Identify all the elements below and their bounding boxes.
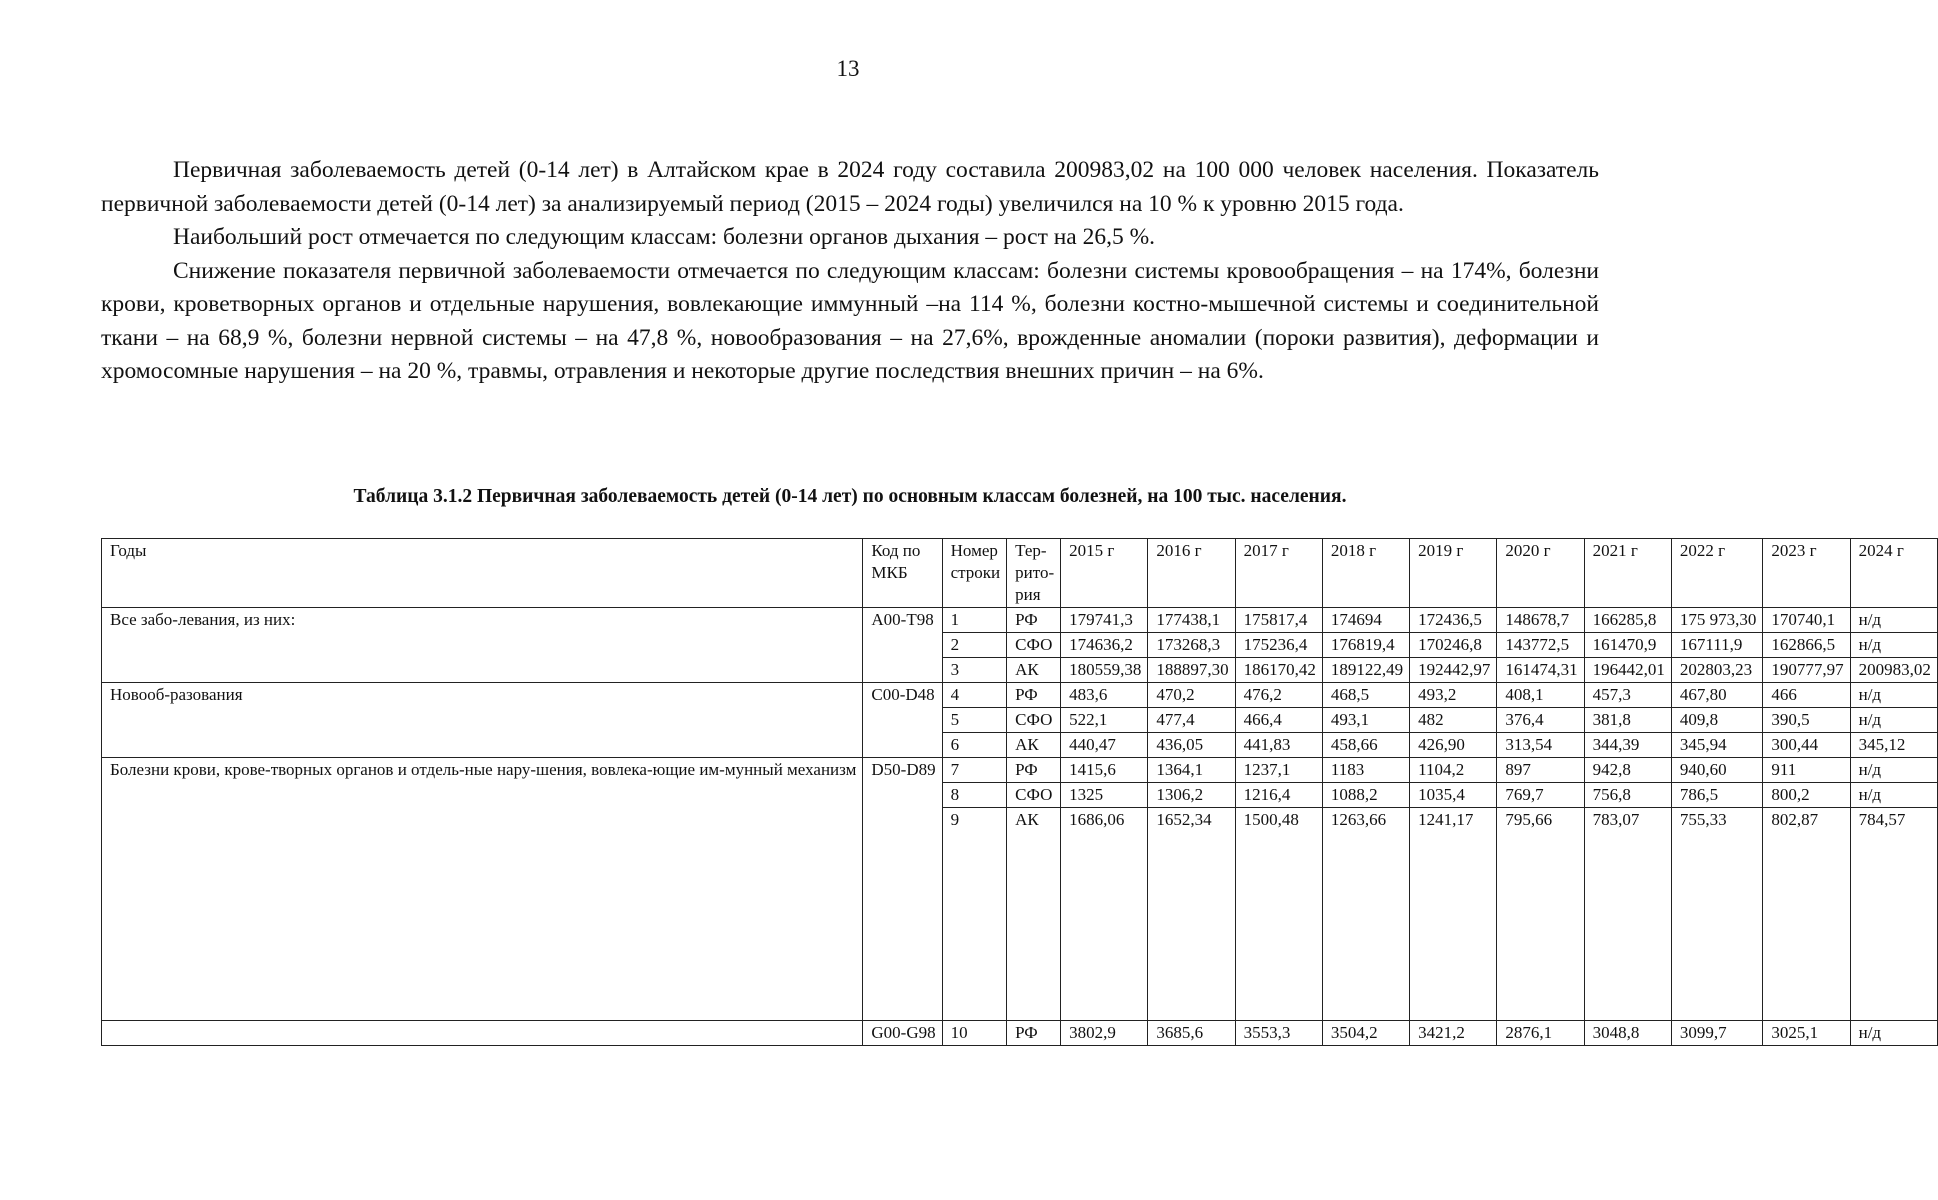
value-cell: 1183 (1322, 758, 1409, 783)
value-cell: 458,66 (1322, 733, 1409, 758)
value-cell: 175236,4 (1235, 633, 1322, 658)
header-cell: Годы (102, 539, 863, 608)
value-cell: 190777,97 (1763, 658, 1850, 683)
value-cell: 381,8 (1584, 708, 1671, 733)
value-cell: 345,12 (1850, 733, 1937, 758)
value-cell: 300,44 (1763, 733, 1850, 758)
territory-cell: АК (1007, 658, 1061, 683)
value-cell: 783,07 (1584, 808, 1671, 1021)
value-cell: 493,2 (1410, 683, 1497, 708)
value-cell: 1104,2 (1410, 758, 1497, 783)
territory-cell: РФ (1007, 683, 1061, 708)
table-row (102, 1021, 1938, 1046)
value-cell: 1216,4 (1235, 783, 1322, 808)
value-cell: 466,4 (1235, 708, 1322, 733)
value-cell: 897 (1497, 758, 1584, 783)
header-cell: 2016 г (1148, 539, 1235, 608)
value-cell: 1237,1 (1235, 758, 1322, 783)
value-cell: 786,5 (1671, 783, 1763, 808)
value-cell: 1364,1 (1148, 758, 1235, 783)
value-cell: 3504,2 (1322, 1021, 1409, 1046)
value-cell: 176819,4 (1322, 633, 1409, 658)
value-cell: 522,1 (1061, 708, 1148, 733)
territory-cell: АК (1007, 733, 1061, 758)
value-cell: 1241,17 (1410, 808, 1497, 1021)
table-row (102, 683, 1938, 708)
value-cell: н/д (1850, 683, 1937, 708)
value-cell: 3025,1 (1763, 1021, 1850, 1046)
row-number-cell: 4 (942, 683, 1007, 708)
value-cell: 800,2 (1763, 783, 1850, 808)
value-cell: 468,5 (1322, 683, 1409, 708)
paragraph-3: Снижение показателя первичной заболеваемости отмечается по следующим классам: болезни системы кровообращения – на 174%, болезни крови, кроветворных органов и отдельные нарушения, вовлекающие иммунный –на 114 %, болезни костно-мышечной системы и соединительной ткани – на 68,9 %, болезни нервной системы – на 47,8 %, новообразования – на 27,6%, врожденные аномалии (пороки развития), деформации и хромосомные нарушения – на 20 %, травмы, отравления и некоторые другие последствия внешних причин – на 6%. (101, 257, 1599, 384)
header-cell: 2020 г (1497, 539, 1584, 608)
territory-cell: РФ (1007, 758, 1061, 783)
value-cell: 2876,1 (1497, 1021, 1584, 1046)
value-cell: 493,1 (1322, 708, 1409, 733)
value-cell: н/д (1850, 608, 1937, 633)
row-number-cell: 8 (942, 783, 1007, 808)
value-cell: 476,2 (1235, 683, 1322, 708)
morbidity-table (101, 538, 1938, 1046)
icd-code-cell: G00-G98 (863, 1021, 942, 1046)
value-cell: 1415,6 (1061, 758, 1148, 783)
value-cell: 313,54 (1497, 733, 1584, 758)
row-number-cell: 1 (942, 608, 1007, 633)
header-cell: Номер строки (942, 539, 1007, 608)
value-cell: 166285,8 (1584, 608, 1671, 633)
territory-cell: СФО (1007, 708, 1061, 733)
value-cell: 175817,4 (1235, 608, 1322, 633)
value-cell: н/д (1850, 708, 1937, 733)
icd-code-cell: D50-D89 (863, 758, 942, 1021)
table-row (102, 608, 1938, 633)
value-cell: 3421,2 (1410, 1021, 1497, 1046)
territory-cell: РФ (1007, 1021, 1061, 1046)
value-cell: 148678,7 (1497, 608, 1584, 633)
value-cell: 161470,9 (1584, 633, 1671, 658)
value-cell: 483,6 (1061, 683, 1148, 708)
territory-cell: СФО (1007, 783, 1061, 808)
value-cell: 196442,01 (1584, 658, 1671, 683)
body-text (101, 154, 1599, 389)
territory-cell: СФО (1007, 633, 1061, 658)
value-cell: 911 (1763, 758, 1850, 783)
row-number-cell: 3 (942, 658, 1007, 683)
value-cell: 188897,30 (1148, 658, 1235, 683)
value-cell: 3802,9 (1061, 1021, 1148, 1046)
value-cell: 161474,31 (1497, 658, 1584, 683)
territory-cell: РФ (1007, 608, 1061, 633)
value-cell: 172436,5 (1410, 608, 1497, 633)
row-number-cell: 2 (942, 633, 1007, 658)
icd-code-cell: C00-D48 (863, 683, 942, 758)
value-cell: 162866,5 (1763, 633, 1850, 658)
value-cell: 345,94 (1671, 733, 1763, 758)
value-cell: 1306,2 (1148, 783, 1235, 808)
value-cell: 390,5 (1763, 708, 1850, 733)
value-cell: 409,8 (1671, 708, 1763, 733)
value-cell: 1686,06 (1061, 808, 1148, 1021)
row-number-cell: 9 (942, 808, 1007, 1021)
value-cell: 942,8 (1584, 758, 1671, 783)
header-cell: 2017 г (1235, 539, 1322, 608)
value-cell: 175 973,30 (1671, 608, 1763, 633)
header-cell: 2015 г (1061, 539, 1148, 608)
value-cell: 200983,02 (1850, 658, 1937, 683)
value-cell: 467,80 (1671, 683, 1763, 708)
value-cell: 3099,7 (1671, 1021, 1763, 1046)
header-cell: 2023 г (1763, 539, 1850, 608)
header-cell: Код по МКБ (863, 539, 942, 608)
header-cell: 2021 г (1584, 539, 1671, 608)
value-cell: 202803,23 (1671, 658, 1763, 683)
value-cell: 755,33 (1671, 808, 1763, 1021)
value-cell: 174694 (1322, 608, 1409, 633)
row-number-cell: 5 (942, 708, 1007, 733)
value-cell: 1325 (1061, 783, 1148, 808)
territory-cell: АК (1007, 808, 1061, 1021)
value-cell: н/д (1850, 1021, 1937, 1046)
value-cell: 174636,2 (1061, 633, 1148, 658)
value-cell: 802,87 (1763, 808, 1850, 1021)
value-cell: 795,66 (1497, 808, 1584, 1021)
row-number-cell: 10 (942, 1021, 1007, 1046)
value-cell: 940,60 (1671, 758, 1763, 783)
value-cell: 769,7 (1497, 783, 1584, 808)
value-cell: 376,4 (1497, 708, 1584, 733)
icd-code-cell: A00-T98 (863, 608, 942, 683)
disease-class-cell (102, 1021, 863, 1046)
value-cell: 192442,97 (1410, 658, 1497, 683)
header-cell: 2022 г (1671, 539, 1763, 608)
value-cell: н/д (1850, 783, 1937, 808)
value-cell: 440,47 (1061, 733, 1148, 758)
header-cell: 2024 г (1850, 539, 1937, 608)
value-cell: 1652,34 (1148, 808, 1235, 1021)
value-cell: 143772,5 (1497, 633, 1584, 658)
disease-class-cell: Болезни крови, крове-творных органов и отдель-ные нару-шения, вовлека-ющие им-мунный механизм (102, 758, 863, 1021)
value-cell: 3685,6 (1148, 1021, 1235, 1046)
value-cell: н/д (1850, 633, 1937, 658)
value-cell: 3553,3 (1235, 1021, 1322, 1046)
disease-class-cell: Все забо-левания, из них: (102, 608, 863, 683)
header-row (102, 539, 1938, 608)
value-cell: 1035,4 (1410, 783, 1497, 808)
value-cell: 173268,3 (1148, 633, 1235, 658)
value-cell: 167111,9 (1671, 633, 1763, 658)
value-cell: 436,05 (1148, 733, 1235, 758)
value-cell: 477,4 (1148, 708, 1235, 733)
value-cell: 170246,8 (1410, 633, 1497, 658)
table-caption: Таблица 3.1.2 Первичная заболеваемость детей (0-14 лет) по основным классам болезней, на 100 тыс. населения. (353, 486, 1347, 507)
value-cell: 186170,42 (1235, 658, 1322, 683)
header-cell: 2018 г (1322, 539, 1409, 608)
value-cell: 1263,66 (1322, 808, 1409, 1021)
value-cell: 1500,48 (1235, 808, 1322, 1021)
page-number: 13 (836, 56, 860, 81)
row-number-cell: 7 (942, 758, 1007, 783)
disease-class-cell: Новооб-разования (102, 683, 863, 758)
value-cell: 482 (1410, 708, 1497, 733)
value-cell: 179741,3 (1061, 608, 1148, 633)
value-cell: 180559,38 (1061, 658, 1148, 683)
value-cell: 408,1 (1497, 683, 1584, 708)
table-row (102, 758, 1938, 783)
value-cell: 1088,2 (1322, 783, 1409, 808)
value-cell: 784,57 (1850, 808, 1937, 1021)
header-cell: 2019 г (1410, 539, 1497, 608)
value-cell: 441,83 (1235, 733, 1322, 758)
paragraph-1: Первичная заболеваемость детей (0-14 лет) в Алтайском крае в 2024 году составила 200983,02 на 100 000 человек населения. Показатель первичной заболеваемости детей (0-14 лет) за анализируемый период (2015 – 2024 годы) увеличился на 10 % к уровню 2015 года. (101, 157, 1599, 217)
value-cell: 466 (1763, 683, 1850, 708)
value-cell: 189122,49 (1322, 658, 1409, 683)
value-cell: 344,39 (1584, 733, 1671, 758)
value-cell: 756,8 (1584, 783, 1671, 808)
value-cell: 470,2 (1148, 683, 1235, 708)
value-cell: 426,90 (1410, 733, 1497, 758)
value-cell: н/д (1850, 758, 1937, 783)
value-cell: 170740,1 (1763, 608, 1850, 633)
value-cell: 3048,8 (1584, 1021, 1671, 1046)
value-cell: 457,3 (1584, 683, 1671, 708)
header-cell: Тер-рито-рия (1007, 539, 1061, 608)
paragraph-2: Наибольший рост отмечается по следующим классам: болезни органов дыхания – рост на 26,5 %. (173, 224, 1156, 250)
value-cell: 177438,1 (1148, 608, 1235, 633)
row-number-cell: 6 (942, 733, 1007, 758)
